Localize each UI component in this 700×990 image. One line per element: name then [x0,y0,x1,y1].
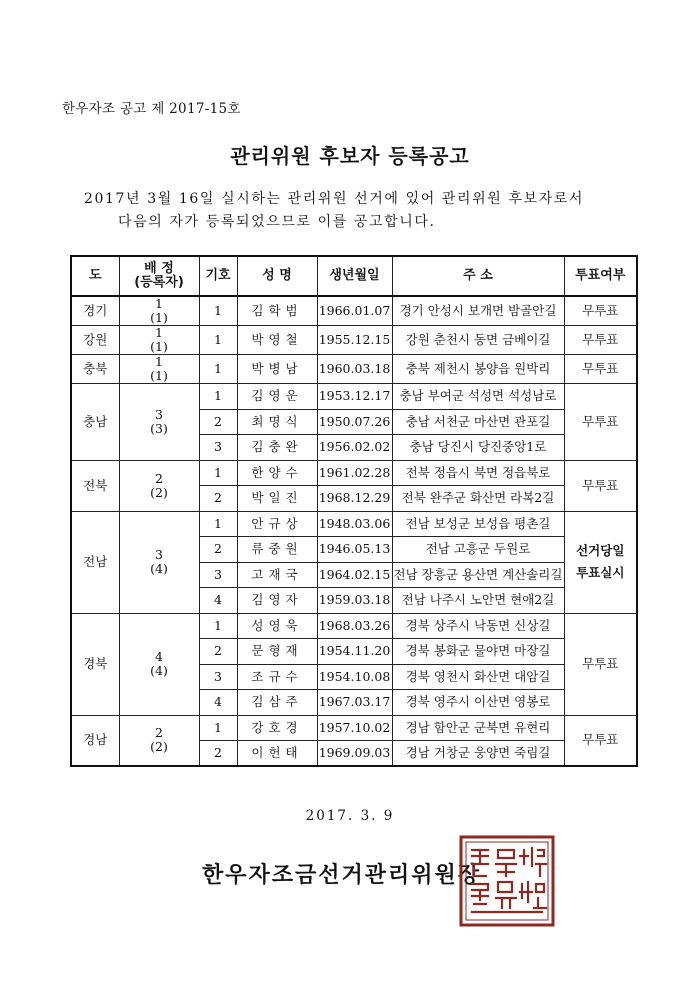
candidate-address: 경북 봉화군 물야면 마장길 [392,639,564,665]
candidate-name: 박병남 [237,355,317,384]
allocation-count: 1 [155,325,163,340]
candidate-number: 1 [199,460,237,486]
province-cell: 전남 [71,511,119,613]
candidate-address: 경남 함안군 군북면 유현리 [392,715,564,741]
registered-count: (3) [150,420,168,436]
registered-count: (1) [150,339,168,354]
candidate-address: 경남 거창군 웅양면 죽림길 [392,741,564,767]
candidate-birthdate: 1957.10.02 [317,715,392,741]
allocation-count: 3 [155,406,163,422]
candidate-name: 김학범 [237,296,317,326]
table-row [71,715,637,741]
province-cell: 전북 [71,460,119,511]
allocation-cell [119,355,199,384]
candidate-birthdate: 1956.02.02 [317,435,392,461]
candidate-name: 이헌태 [237,741,317,767]
candidate-birthdate: 1950.07.26 [317,409,392,435]
candidate-birthdate: 1946.05.13 [317,537,392,563]
table-row [71,326,637,355]
candidate-address: 경북 상주시 낙동면 신상길 [392,613,564,639]
registered-count: (1) [150,310,168,325]
allocation-cell [119,296,199,326]
candidate-birthdate: 1954.10.08 [317,664,392,690]
candidate-birthdate: 1954.11.20 [317,639,392,665]
vote-status-line: 무투표 [582,361,619,376]
candidate-birthdate: 1948.03.06 [317,511,392,537]
candidate-name: 고재국 [237,562,317,588]
table-row [71,355,637,384]
candidate-address: 전남 장흥군 용산면 계산솔리길 [392,562,564,588]
vote-status-cell [564,326,637,355]
candidate-number: 3 [199,562,237,588]
candidate-address: 경북 영천시 화산면 대암길 [392,664,564,690]
vote-status-cell [564,460,637,511]
candidate-number: 1 [199,296,237,326]
header-allocation-bottom: (등록자) [134,275,184,290]
header-vote: 투표여부 [564,256,637,296]
allocation-cell [119,384,199,461]
intro-line-1: 2017년 3월 16일 실시하는 관리위원 선거에 있어 관리위원 후보자로서 [84,191,585,207]
allocation-count: 1 [155,296,163,311]
vote-status-line: 무투표 [582,413,619,429]
candidate-address: 전남 보성군 보성읍 평촌길 [392,511,564,537]
vote-status-line: 무투표 [582,656,619,671]
province-cell: 경북 [71,613,119,715]
candidate-number: 3 [199,664,237,690]
header-address: 주 소 [392,256,564,296]
table-row [71,511,637,537]
table-row [71,384,637,410]
candidate-address: 강원 춘천시 동면 금베이길 [392,326,564,355]
candidate-address: 전남 고흥군 두원로 [392,537,564,563]
candidate-birthdate: 1959.03.18 [317,588,392,614]
candidate-number: 1 [199,355,237,384]
header-birthdate: 생년월일 [317,256,392,296]
header-row [71,256,637,296]
province-cell: 충남 [71,384,119,461]
vote-status-cell [564,296,637,326]
candidate-number: 1 [199,715,237,741]
registered-count: (2) [150,484,168,500]
province-cell: 충북 [71,355,119,384]
allocation-count: 4 [155,649,163,664]
candidate-birthdate: 1967.03.17 [317,690,392,716]
header-allocation-top: 배 정 [144,261,174,276]
committee-chair-signature: 한우자조금선거관리위원장 [202,863,482,888]
allocation-cell [119,511,199,613]
registered-count: (4) [150,561,168,576]
candidate-name: 류중원 [237,537,317,563]
candidate-address: 충남 부여군 석성면 석성남로 [392,384,564,410]
notice-number: 한우자조 공고 제 2017-15호 [62,101,241,117]
vote-status-line: 선거당일 [576,543,625,558]
candidate-name: 김영자 [237,588,317,614]
candidate-birthdate: 1968.12.29 [317,486,392,512]
candidate-name: 김충완 [237,435,317,461]
candidate-number: 1 [199,384,237,410]
official-seal-icon [458,834,556,928]
province-cell: 경남 [71,715,119,766]
allocation-count: 3 [155,547,163,562]
table-row [71,296,637,326]
candidate-birthdate: 1966.01.07 [317,296,392,326]
province-cell: 강원 [71,326,119,355]
province-cell: 경기 [71,296,119,326]
candidate-address: 경기 안성시 보개면 밤골안길 [392,296,564,326]
candidate-name: 안규상 [237,511,317,537]
candidate-name: 박일진 [237,486,317,512]
candidate-name: 문형재 [237,639,317,665]
allocation-count: 2 [155,725,163,741]
candidate-number: 1 [199,326,237,355]
candidate-name: 조규수 [237,664,317,690]
candidate-name: 강호경 [237,715,317,741]
vote-status-cell [564,613,637,715]
candidate-table [70,255,638,767]
candidate-name: 한양수 [237,460,317,486]
candidate-address: 경북 영주시 이산면 영봉로 [392,690,564,716]
candidate-address: 전남 나주시 노안면 현애2길 [392,588,564,614]
vote-status-line: 투표실시 [576,565,625,580]
table-row [71,613,637,639]
notice-date: 2017. 3. 9 [305,808,395,824]
candidate-address: 전북 정읍시 북면 정읍북로 [392,460,564,486]
candidate-birthdate: 1955.12.15 [317,326,392,355]
candidate-name: 김삼주 [237,690,317,716]
allocation-cell [119,460,199,511]
allocation-count: 1 [155,354,163,369]
candidate-number: 4 [199,588,237,614]
vote-status-line: 무투표 [582,732,619,748]
page-title: 관리위원 후보자 등록공고 [230,144,470,168]
candidate-address: 충남 당진시 당진중앙1로 [392,435,564,461]
candidate-number: 2 [199,486,237,512]
allocation-cell [119,326,199,355]
header-number: 기호 [199,256,237,296]
registered-count: (2) [150,739,168,755]
candidate-birthdate: 1960.03.18 [317,355,392,384]
allocation-count: 2 [155,470,163,486]
header-name: 성 명 [237,256,317,296]
candidate-number: 3 [199,435,237,461]
candidate-number: 2 [199,639,237,665]
candidate-birthdate: 1964.02.15 [317,562,392,588]
allocation-cell [119,613,199,715]
candidate-birthdate: 1961.02.28 [317,460,392,486]
candidate-name: 김영운 [237,384,317,410]
vote-status-cell [564,355,637,384]
candidate-name: 박영철 [237,326,317,355]
candidate-number: 2 [199,409,237,435]
table-row [71,460,637,486]
candidate-birthdate: 1953.12.17 [317,384,392,410]
vote-status-line: 무투표 [582,477,619,493]
candidate-number: 4 [199,690,237,716]
candidate-birthdate: 1968.03.26 [317,613,392,639]
candidate-name: 최명식 [237,409,317,435]
vote-status-line: 무투표 [582,332,619,347]
vote-status-cell [564,715,637,766]
allocation-cell [119,715,199,766]
candidate-address: 전북 완주군 화산면 라복2길 [392,486,564,512]
candidate-number: 2 [199,537,237,563]
candidate-address: 충북 제천시 봉양읍 원박리 [392,355,564,384]
vote-status-line: 무투표 [582,303,619,318]
candidate-table-body [71,296,637,766]
candidate-name: 성영욱 [237,613,317,639]
candidate-number: 1 [199,613,237,639]
candidate-number: 2 [199,741,237,767]
vote-status-cell [564,384,637,461]
registered-count: (4) [150,663,168,678]
candidate-address: 충남 서천군 마산면 관포길 [392,409,564,435]
intro-line-2: 다음의 자가 등록되었으므로 이를 공고합니다. [118,214,436,230]
candidate-number: 1 [199,511,237,537]
candidate-birthdate: 1969.09.03 [317,741,392,767]
header-allocation [119,256,199,296]
header-province: 도 [71,256,119,296]
registered-count: (1) [150,368,168,383]
vote-status-cell [564,511,637,613]
